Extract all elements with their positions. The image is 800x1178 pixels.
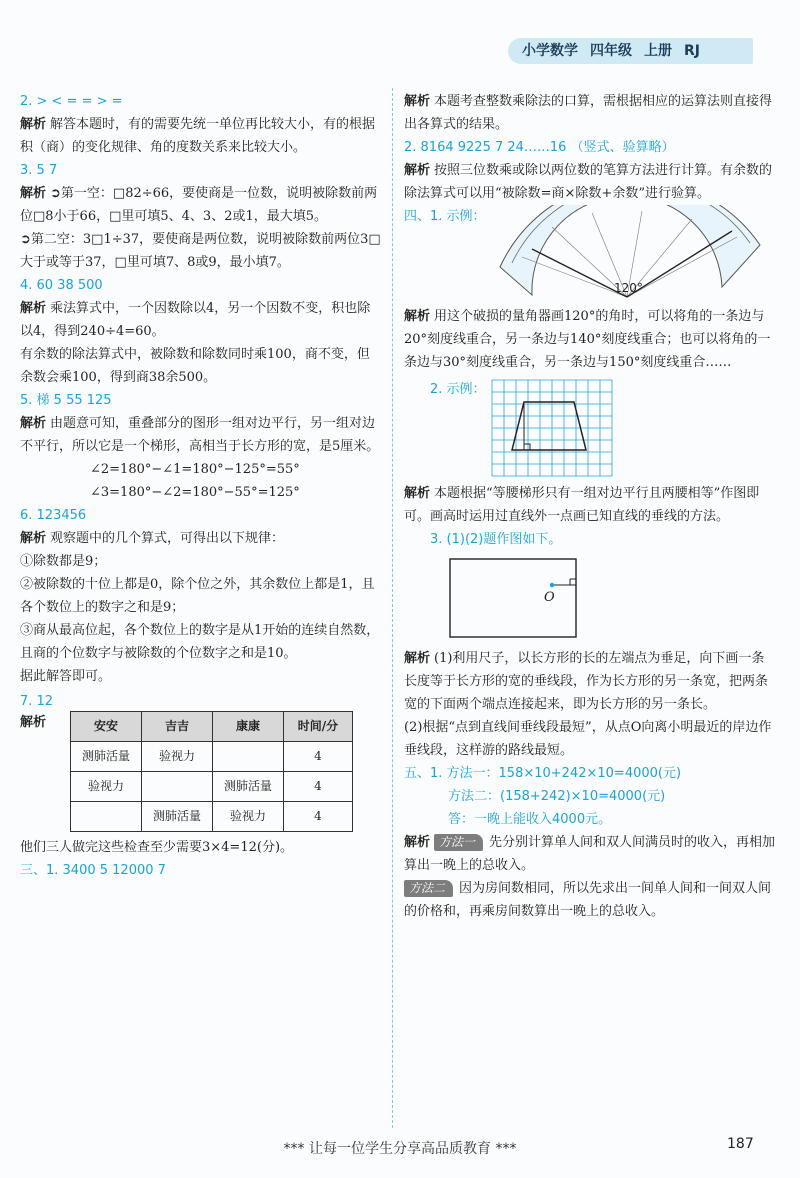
section4-answer: 四、1. 示例： [404, 209, 486, 224]
rectangle-block [404, 551, 776, 647]
jiexi-label: 解析 [20, 531, 47, 546]
jiexi-label: 解析 [404, 835, 431, 850]
jiexi-label: 解析 [20, 117, 47, 132]
table-row [71, 742, 353, 772]
s4-3-analysis-1: 解析 (1)利用尺子，以长方形的长的左端点为垂足，向下画一条长度等于长方形的宽的垂线段，作为长方形的另一条宽，把两条宽的下面两个端点连接起来，即为长方形的另一条长。 [404, 651, 769, 712]
grade-label: 四年级 [590, 43, 632, 59]
table-cell: 4 [284, 742, 353, 772]
table-cell: 验视力 [213, 802, 284, 832]
q3-analysis-2: ➲第二空：3□1÷37，要使商是两位数，说明被除数前两位3□大于或等于37，□里可填7、8或9，最小填7。 [20, 232, 381, 270]
table-cell: 4 [284, 772, 353, 802]
jiexi-label: 解析 [404, 163, 431, 178]
jiexi-label: 解析 [404, 94, 431, 109]
q6-rule-2: ②被除数的十位上都是0，除个位之外，其余数位上都是1，且各个数位上的数字之和是9； [20, 577, 375, 615]
section5-answer: 答：一晚上能收入4000元。 [448, 812, 612, 827]
subject-label: 小学数学 [522, 43, 578, 59]
section5-method1: 五、1. 方法一：158×10+242×10=4000(元) [404, 766, 682, 781]
q3-analysis-1: 解析 ➲第一空：□82÷66，要使商是一位数，说明被除数前两位□8小于66，□里可填5、4、3、2或1，最大填5。 [20, 186, 378, 224]
table-cell: 测肺活量 [142, 802, 213, 832]
table-row [71, 802, 353, 832]
q5-equation-1: ∠2=180°−∠1=180°−125°=55° [90, 462, 300, 477]
q6-rule-1: ①除数都是9； [20, 554, 107, 569]
r2-answer: 2. 8164 9225 7 24……16 （竖式、验算略） [404, 140, 675, 155]
s4-3-analysis-2: (2)根据“点到直线间垂线段最短”，从点O向离小明最近的岸边作垂线段，这样游的路线最短。 [404, 720, 772, 758]
r1-analysis: 解析 本题考查整数乘除法的口算，需根据相应的运算法则直接得出各算式的结果。 [404, 94, 773, 132]
column-divider [392, 88, 393, 1128]
s4-analysis: 解析 用这个破损的量角器画120°的角时，可以将角的一条边与20°刻度线重合，另一条边与140°刻度线重合；也可以将角的一条边与30°刻度线重合，另一条边与150°刻度线重合…… [404, 309, 771, 370]
arrow-icon: ➲ [20, 232, 31, 247]
right-column [404, 90, 776, 923]
section3-answer: 三、1. 3400 5 12000 7 [20, 863, 166, 878]
table-header: 吉吉 [142, 712, 213, 742]
table-row [71, 772, 353, 802]
jiexi-label: 解析 [404, 486, 431, 501]
section4-2-answer: 2. 示例： [430, 382, 486, 397]
page-number: 187 [727, 1136, 754, 1152]
angle-label: 120° [614, 281, 643, 295]
table-cell: 4 [284, 802, 353, 832]
q5-equation-2: ∠3=180°−∠2=180°−55°=125° [90, 485, 300, 500]
section5-method2: 方法二：(158+242)×10=4000(元) [448, 789, 666, 804]
table-header: 时间/分 [284, 712, 353, 742]
table-cell: 验视力 [71, 772, 142, 802]
table-cell [142, 772, 213, 802]
grid-trapezoid-figure [490, 378, 630, 478]
jiexi-label: 解析 [20, 416, 47, 431]
page-header-tab [508, 38, 753, 64]
table-cell: 测肺活量 [213, 772, 284, 802]
q2-analysis: 解析 解答本题时，有的需要先统一单位再比较大小，有的根据积（商）的变化规律、角的度数关系来比较大小。 [20, 117, 376, 155]
s4-2-analysis: 解析 本题根据“等腰梯形只有一组对边平行且两腰相等”作图即可。画高时运用过直线外一点画已知直线的垂线的方法。 [404, 486, 760, 524]
q4-answer: 4. 60 38 500 [20, 278, 103, 293]
q4-analysis-2: 有余数的除法算式中，被除数和除数同时乘100，商不变，但余数会乘100，得到商38余500。 [20, 347, 370, 385]
jiexi-label: 解析 [404, 309, 431, 324]
table-cell [71, 802, 142, 832]
method2-tag: 方法二 [404, 880, 453, 897]
schedule-table [70, 711, 353, 832]
q6-analysis: 解析 观察题中的几个算式，可得出以下规律： [20, 531, 285, 546]
q6-rule-3: ③商从最高位起，各个数位上的数字是从1开始的连续自然数，且商的个位数字与被除数的个位数字之和是10。 [20, 623, 380, 661]
jiexi-label: 解析 [404, 651, 431, 666]
q6-conclusion: 据此解答即可。 [20, 669, 112, 684]
edition-label: RJ [684, 43, 700, 59]
jiexi-label: 解析 [20, 715, 47, 730]
q3-answer: 3. 5 7 [20, 163, 58, 178]
q7-table-block [20, 711, 382, 832]
broken-protractor-figure [492, 205, 772, 305]
left-column [20, 90, 382, 882]
table-header: 安安 [71, 712, 142, 742]
jiexi-label: 解析 [20, 301, 47, 316]
protractor-block [404, 205, 776, 305]
q5-analysis: 解析 由题意可知，重叠部分的图形一组对边平行，另一组对边不平行，所以它是一个梯形，高相当于长方形的宽，是5厘米。 [20, 416, 380, 454]
method1-tag: 方法一 [434, 834, 483, 851]
rectangle-point-figure [448, 557, 588, 647]
q2-answer: 2. > < = = > = [20, 94, 123, 109]
s5-analysis-1: 解析 方法一 先分别计算单人间和双人间满员时的收入，再相加算出一晚上的总收入。 [404, 835, 776, 873]
table-header: 康康 [213, 712, 284, 742]
s5-analysis-2: 方法二 因为房间数相同，所以先求出一间单人间和一间双人间的价格和，再乘房间数算出一晚上的总收入。 [404, 881, 772, 919]
table-cell: 测肺活量 [71, 742, 142, 772]
term-label: 上册 [644, 43, 672, 59]
footer-slogan: *** 让每一位学生分享高品质教育 *** [283, 1141, 517, 1157]
arrow-icon: ➲ [50, 186, 61, 201]
point-o-label: O [544, 590, 555, 605]
table-cell: 验视力 [142, 742, 213, 772]
q7-conclusion: 他们三人做完这些检查至少需要3×4=12(分)。 [20, 840, 294, 855]
jiexi-label: 解析 [20, 186, 47, 201]
r2-analysis: 解析 按照三位数乘或除以两位数的笔算方法进行计算。有余数的除法算式可以用“被除数=商×除数+余数”进行验算。 [404, 163, 773, 201]
section4-3-answer: 3. (1)(2)题作图如下。 [430, 532, 562, 547]
trapezoid-block [404, 378, 776, 482]
table-cell [213, 742, 284, 772]
q7-answer: 7. 12 [20, 694, 54, 709]
q4-analysis-1: 解析 乘法算式中，一个因数除以4，另一个因数不变，积也除以4，得到240÷4=60。 [20, 301, 371, 339]
q5-answer: 5. 梯 5 55 125 [20, 393, 112, 408]
q6-answer: 6. 123456 [20, 508, 87, 523]
